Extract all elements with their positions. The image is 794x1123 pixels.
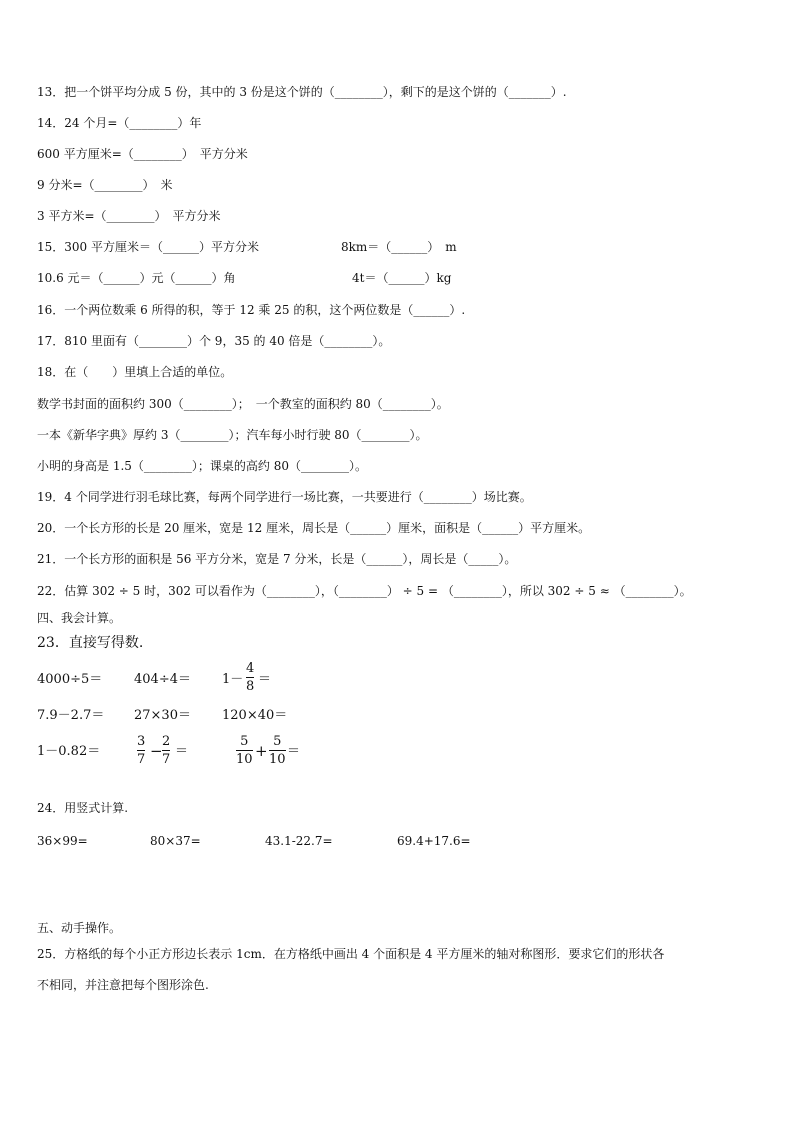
question-16: 16．一个两位数乘 6 所得的积，等于 12 乘 25 的积，这个两位数是（______）. (37, 303, 466, 317)
fraction-2-7 (162, 734, 170, 767)
section-4-heading: 四、我会计算。 (37, 611, 122, 625)
question-18-line-1: 数学书封面的面积约 300（________）； 一个教室的面积约 80（________）。 (37, 397, 449, 411)
question-23-title: 23．直接写得数. (37, 635, 144, 651)
calc-7.9-minus-2.7: 7.9－2.7＝ (37, 708, 105, 723)
calc-1-minus-0.82: 1－0.82＝ (37, 744, 101, 759)
question-24-title: 24．用竖式计算. (37, 801, 129, 815)
question-18-line-2: 一本《新华字典》厚约 3（________）；汽车每小时行驶 80（________）。 (37, 428, 428, 442)
question-15-line-1b: 8km＝（______） m (341, 240, 457, 254)
fraction-bar (236, 750, 253, 751)
denominator: 10 (236, 752, 253, 767)
question-18-title: 18．在（ ）里填上合适的单位。 (37, 365, 233, 379)
question-18-line-3: 小明的身高是 1.5（________）；课桌的高约 80（________）。 (37, 459, 367, 473)
question-21: 21．一个长方形的面积是 56 平方分米，宽是 7 分米，长是（______），周长是（_____）。 (37, 552, 517, 566)
question-14-line-1: 14．24 个月=（________）年 (37, 116, 202, 130)
fraction-5-10-a (236, 734, 253, 767)
equals-sign: ＝ (258, 672, 272, 687)
numerator: 3 (137, 734, 146, 749)
vertical-calc-3: 43.1-22.7= (265, 834, 333, 848)
fraction-bar (162, 750, 170, 751)
question-22: 22．估算 302 ÷ 5 时，302 可以看作为（________），（________） ÷ 5 = （________），所以 302 ÷ 5 ≈ （________）。 (37, 584, 692, 598)
vertical-calc-2: 80×37= (150, 834, 201, 848)
numerator: 4 (246, 661, 255, 676)
vertical-calc-4: 69.4+17.6= (397, 834, 471, 848)
question-17: 17．810 里面有（________）个 9，35 的 40 倍是（________）。 (37, 334, 391, 348)
question-25-line-2: 不相同，并注意把每个图形涂色. (37, 978, 209, 992)
fraction-bar (269, 750, 286, 751)
denominator: 8 (246, 679, 255, 694)
denominator: 7 (137, 752, 146, 767)
fraction-bar (137, 750, 145, 751)
question-15-line-2b: 4t＝（______）kg (352, 271, 452, 285)
denominator: 10 (269, 752, 286, 767)
vertical-calc-1: 36×99= (37, 834, 88, 848)
numerator: 5 (273, 734, 282, 749)
minus-operator: − (150, 742, 163, 760)
question-25-line-1: 25．方格纸的每个小正方形边长表示 1cm．在方格纸中画出 4 个面积是 4 平方厘米的轴对称图形．要求它们的形状各 (37, 947, 665, 961)
calc-27-times-30: 27×30＝ (134, 708, 191, 723)
fraction-4-8 (246, 661, 254, 694)
section-5-heading: 五、动手操作。 (37, 921, 122, 935)
question-15-line-1a: 15．300 平方厘米＝（______）平方分米 (37, 240, 259, 254)
question-14-line-3: 9 分米=（________） 米 (37, 178, 173, 192)
question-14-line-4: 3 平方米=（________） 平方分米 (37, 209, 221, 223)
plus-operator: + (255, 742, 268, 760)
equals-sign: ＝ (287, 744, 301, 759)
question-15-line-2a: 10.6 元＝（______）元（______）角 (37, 271, 236, 285)
numerator: 2 (162, 734, 171, 749)
numerator: 5 (240, 734, 249, 749)
question-19: 19．4 个同学进行羽毛球比赛，每两个同学进行一场比赛，一共要进行（________）场比赛。 (37, 490, 532, 504)
calc-4000-div-5: 4000÷5＝ (37, 672, 103, 687)
denominator: 7 (162, 752, 171, 767)
fraction-5-10-b (269, 734, 286, 767)
fraction-3-7 (137, 734, 145, 767)
calc-404-div-4: 404÷4＝ (134, 672, 191, 687)
calc-120-times-40: 120×40＝ (222, 708, 288, 723)
calc-1-minus-prefix: 1－ (222, 672, 244, 687)
fraction-bar (246, 677, 254, 678)
question-14-line-2: 600 平方厘米=（________） 平方分米 (37, 147, 248, 161)
question-20: 20．一个长方形的长是 20 厘米，宽是 12 厘米，周长是（______）厘米，面积是（______）平方厘米。 (37, 521, 591, 535)
equals-sign: ＝ (175, 744, 189, 759)
question-13: 13．把一个饼平均分成 5 份，其中的 3 份是这个饼的（________），剩下的是这个饼的（_______）. (37, 85, 567, 99)
